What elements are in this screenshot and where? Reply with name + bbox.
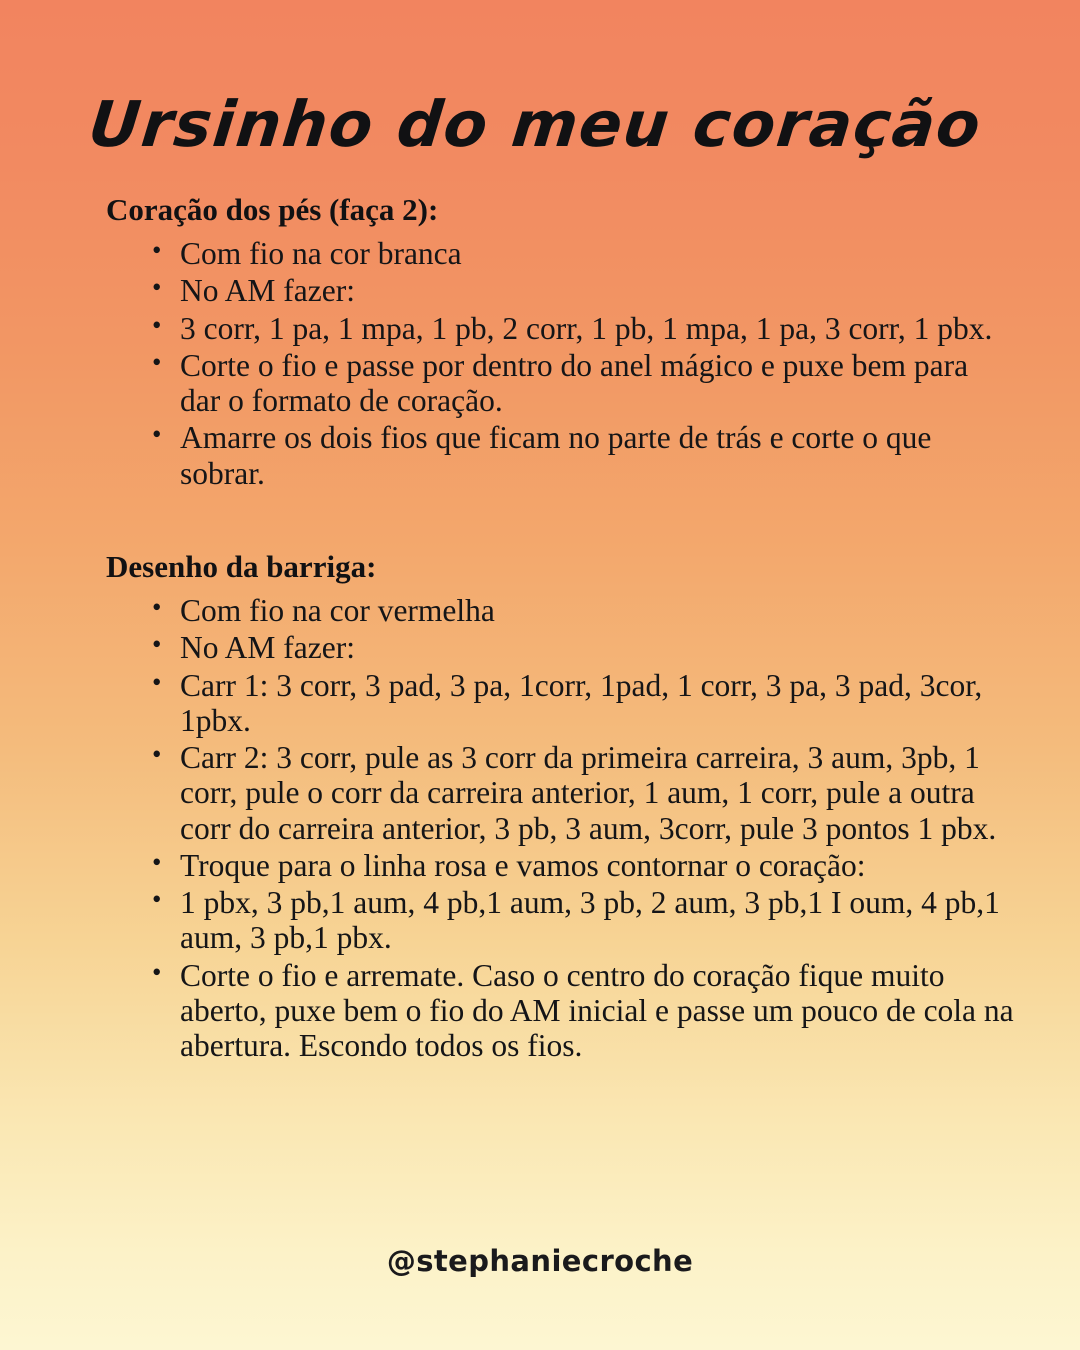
list-item: • 1 pbx, 3 pb,1 aum, 4 pb,1 aum, 3 pb, 2 aum, 3 pb,1 I oum, 4 pb,1 aum, 3 pb,1 pbx. — [152, 885, 1014, 956]
section-heading: Desenho da barriga: — [106, 549, 377, 584]
list-item: • Corte o fio e arremate. Caso o centro do coração fique muito aberto, puxe bem o fio do AM inicial e passe um pouco de cola na abertura. Escondo todos os fios. — [152, 958, 1014, 1064]
list-item: • Corte o fio e passe por dentro do anel mágico e puxe bem para dar o formato de coração. — [152, 348, 1014, 419]
instruction-list — [66, 236, 1014, 491]
list-item: • Com fio na cor branca — [152, 236, 1014, 271]
section-coracao-dos-pes — [66, 192, 1014, 491]
list-item: • No AM fazer: — [152, 630, 1014, 665]
author-handle: @stephaniecroche — [386, 1244, 694, 1278]
list-item: • Troque para o linha rosa e vamos contornar o coração: — [152, 848, 1014, 883]
section-desenho-da-barriga — [66, 549, 1014, 1063]
list-item: • Carr 1: 3 corr, 3 pad, 3 pa, 1corr, 1pad, 1 corr, 3 pa, 3 pad, 3cor, 1pbx. — [152, 668, 1014, 739]
list-item: • Carr 2: 3 corr, pule as 3 corr da primeira carreira, 3 aum, 3pb, 1 corr, pule o corr da carreira anterior, 1 aum, 1 corr, pule a outra corr do carreira anterior, 3 pb, 3 aum, 3corr, pule 3 pontos 1 pbx. — [152, 740, 1014, 846]
list-item: • 3 corr, 1 pa, 1 mpa, 1 pb, 2 corr, 1 pb, 1 mpa, 1 pa, 3 corr, 1 pbx. — [152, 311, 1014, 346]
page-title: Ursinho do meu coração — [85, 88, 986, 161]
section-heading: Coração dos pés (faça 2): — [106, 192, 439, 228]
instruction-list — [66, 593, 1014, 1063]
list-item: • Amarre os dois fios que ficam no parte de trás e corte o que sobrar. — [152, 420, 1014, 491]
list-item: • No AM fazer: — [152, 273, 1014, 308]
list-item: • Com fio na cor vermelha — [152, 593, 1014, 628]
